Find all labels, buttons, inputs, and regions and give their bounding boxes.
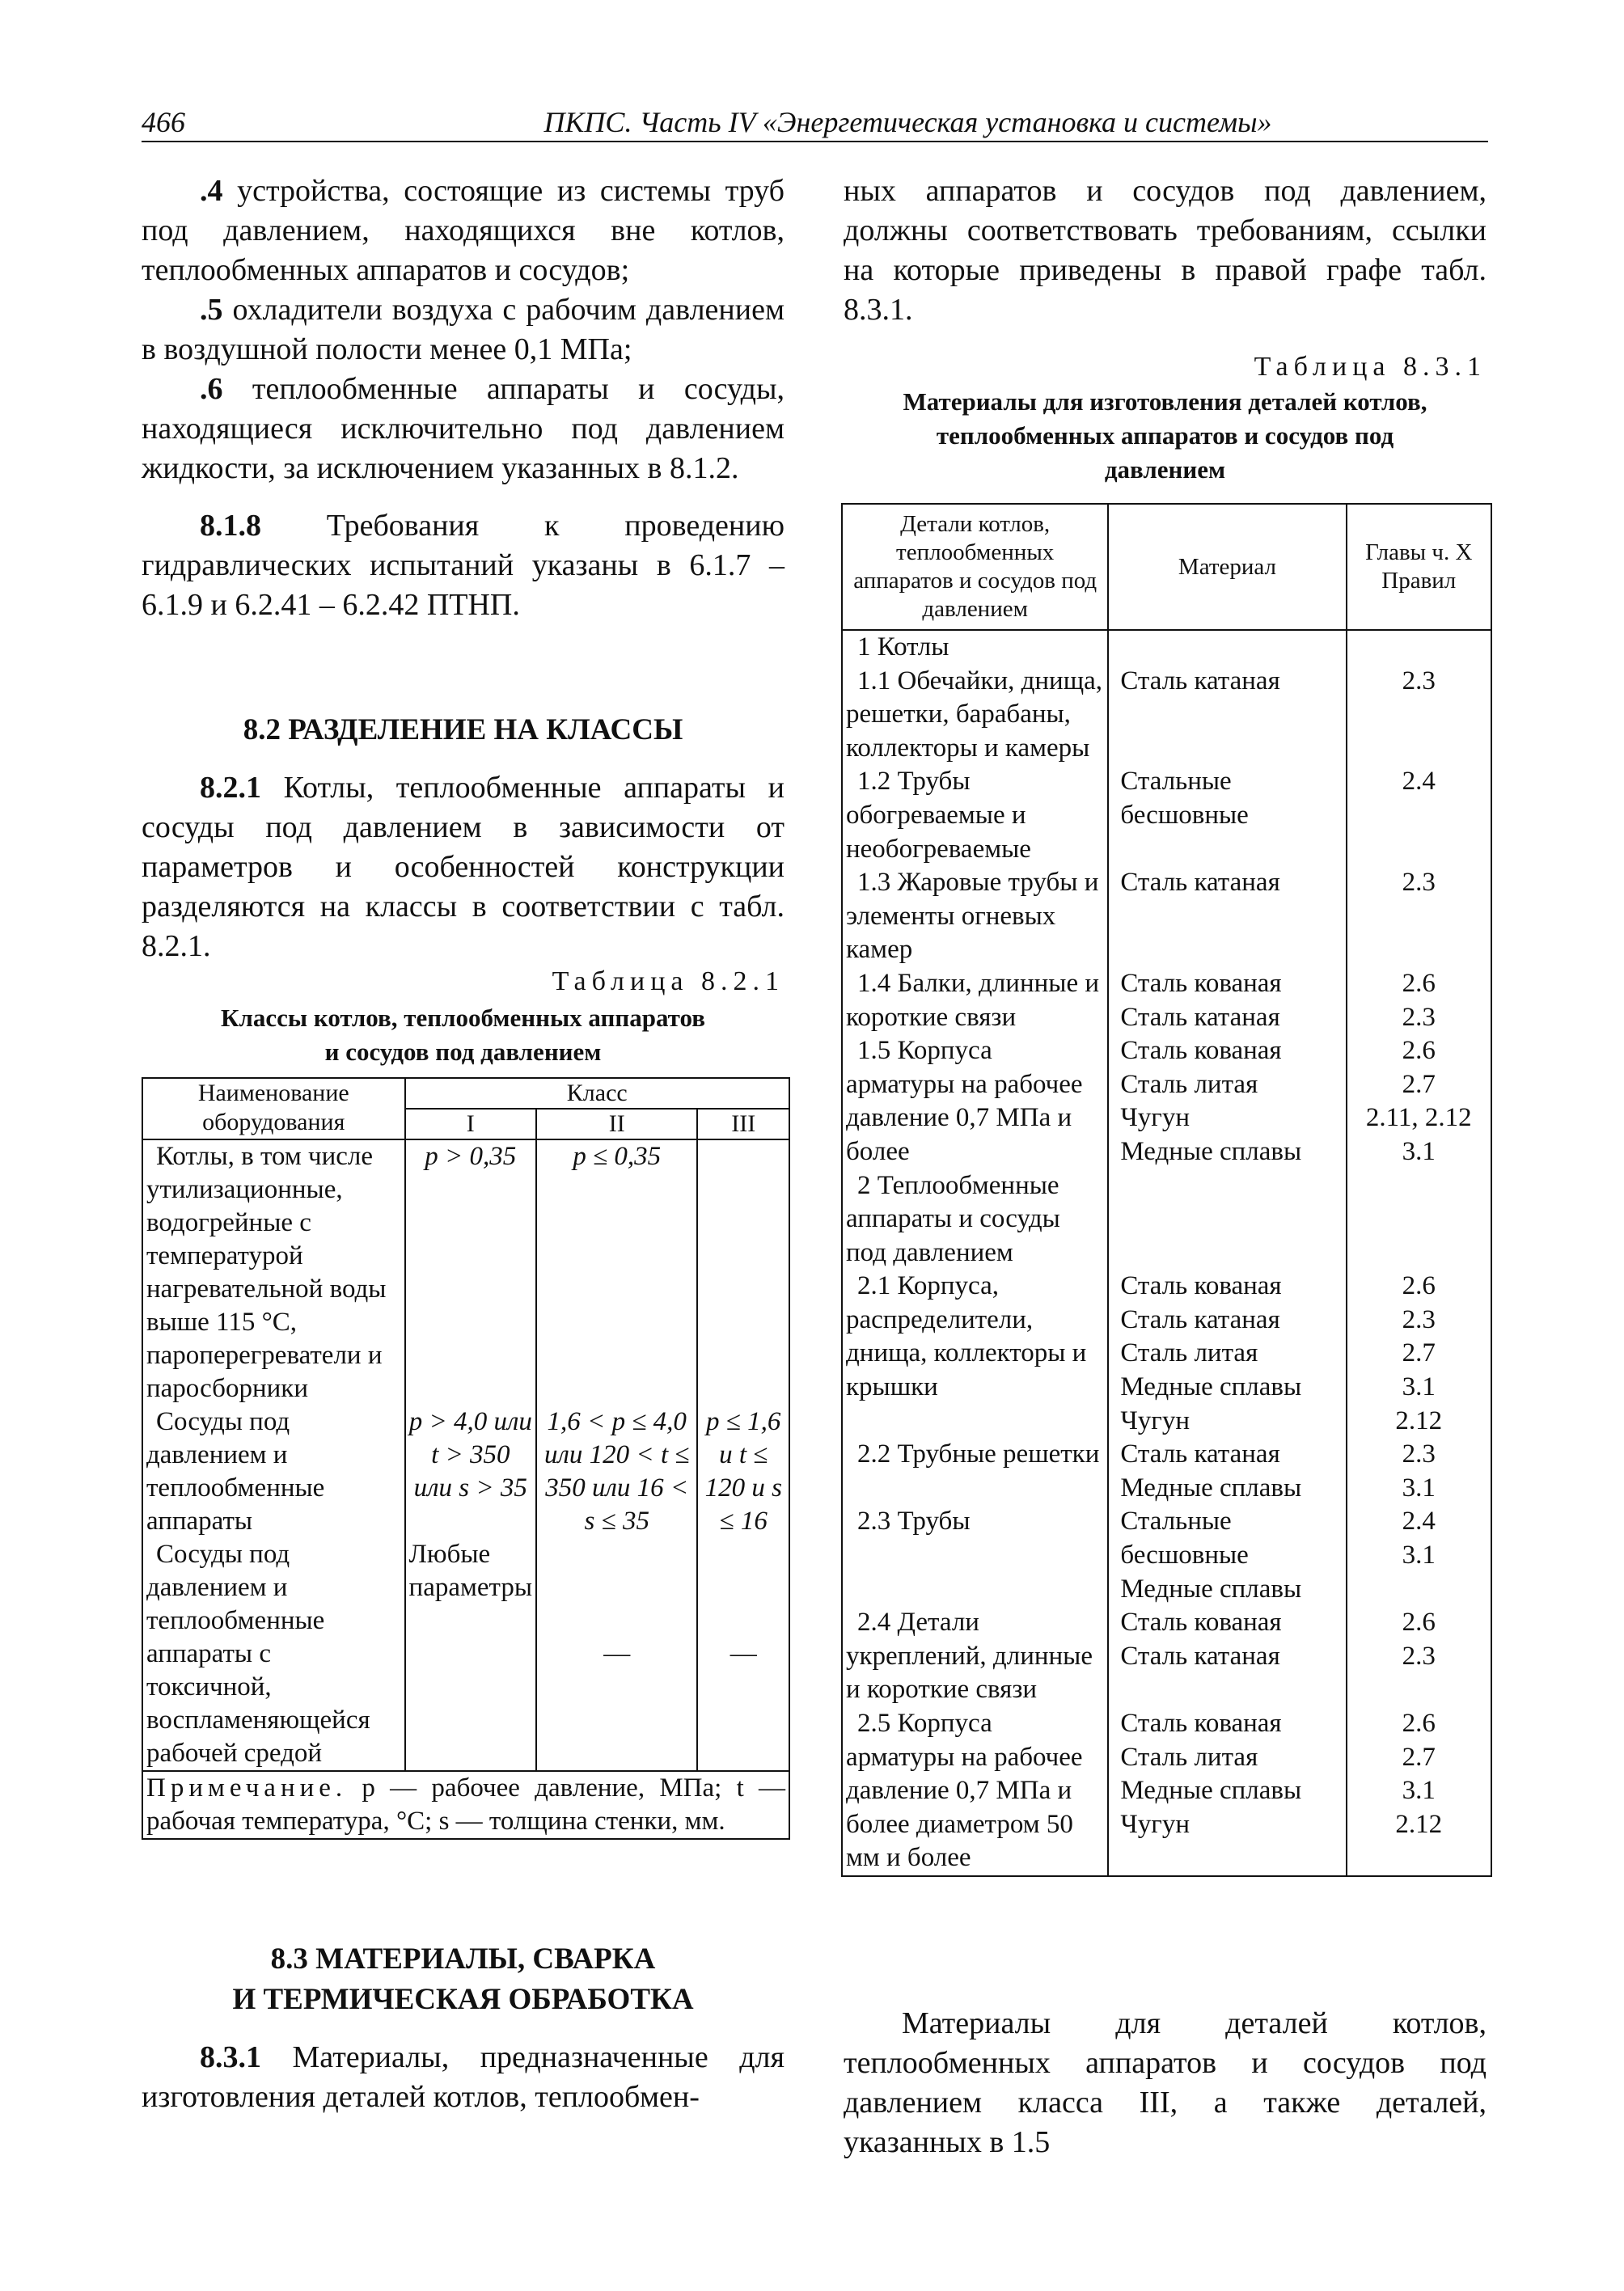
paragraph-continued: ных аппаратов и сосудов под давлением, должны соответствовать требованиям, ссылки на которые приведены в правой графе табл. 8.3.1. xyxy=(844,174,1487,327)
table-8-2-1 xyxy=(142,1077,790,1840)
right-column-intro xyxy=(844,171,1487,330)
table-8-3-1 xyxy=(841,503,1492,1877)
table-8-3-1-caption: Материалы для изготовления деталей котлов, теплообменных аппаратов и сосудов под давлением xyxy=(903,387,1427,484)
material-cell xyxy=(1108,1169,1346,1270)
paragraph-8-1-7-6: .6 теплообменные аппараты и сосуды, находящиеся исключительно под давлением жидкости, за исключением указанных в 8.1.2. xyxy=(142,372,785,485)
part-cell: 2.4 Детали укреплений, длинные и короткие связи xyxy=(842,1606,1108,1707)
material-cell: Сталь кованая Сталь литая Чугун Медные сплавы xyxy=(1108,1034,1346,1169)
col-header-class-1: I xyxy=(405,1109,536,1139)
page-header xyxy=(142,104,1488,142)
col-header-name: Наименование оборудования xyxy=(142,1078,405,1139)
chapter-cell: 2.4 xyxy=(1347,765,1491,866)
material-cell: Стальные бесшовные Медные сплавы xyxy=(1108,1505,1346,1606)
chapter-cell: 2.3 3.1 xyxy=(1347,1438,1491,1505)
chapter-cell xyxy=(1347,630,1491,665)
material-cell: Сталь катаная xyxy=(1108,665,1346,766)
col-header-class-3: III xyxy=(697,1109,789,1139)
table-header-row xyxy=(142,1078,789,1109)
table-8-3-1-number: Таблица 8.3.1 xyxy=(1254,352,1487,382)
material-cell: Сталь катаная Медные сплавы xyxy=(1108,1438,1346,1505)
material-cell: Стальные бесшовные xyxy=(1108,765,1346,866)
table-row xyxy=(842,1505,1491,1606)
table-row: Сосуды под давлением и теплообменные аппараты p > 4,0 или t > 350 или s > 35 1,6 < p ≤ 4,0 или 120 < t ≤ 350 или 16 < s ≤ 35 p ≤ 1,6 и t ≤ 120 и s ≤ 16 xyxy=(142,1405,789,1538)
chapter-cell: 2.6 2.7 2.11, 2.12 3.1 xyxy=(1347,1034,1491,1169)
part-cell: 2.1 Корпуса, распределители, днища, коллекторы и крышки xyxy=(842,1270,1108,1438)
table-row xyxy=(842,1034,1491,1169)
table-note: Примечание. p — рабочее давление, МПа; t — рабочая температура, °С; s — толщина стенки, мм. xyxy=(142,1771,789,1839)
paragraph-8-1-8: 8.1.8 Требования к проведению гидравлических испытаний указаны в 6.1.7 – 6.1.9 и 6.2.41 – 6.2.42 ПТНП. xyxy=(142,509,785,622)
part-cell: 2.5 Корпуса арматуры на рабочее давление 0,7 МПа и более диаметром 50 мм и более xyxy=(842,1707,1108,1876)
part-cell: 1.4 Балки, длинные и короткие связи xyxy=(842,967,1108,1034)
part-cell: 1.1 Обечайки, днища, решетки, барабаны, коллекторы и камеры xyxy=(842,665,1108,766)
table-row xyxy=(842,866,1491,967)
table-row xyxy=(842,630,1491,665)
table-row: Сосуды под давлением и теплообменные аппараты с токсичной, воспламеняющейся рабочей средой Любые параметры — — xyxy=(142,1538,789,1771)
chapter-cell: 2.6 2.3 xyxy=(1347,1606,1491,1707)
table-row xyxy=(842,967,1491,1034)
paragraph-8-3-1: 8.3.1 Материалы, предназначенные для изготовления деталей котлов, теплообмен- xyxy=(142,2040,785,2114)
section-heading-8-2: 8.2 РАЗДЕЛЕНИЕ НА КЛАССЫ xyxy=(243,713,683,746)
table-row xyxy=(842,1270,1491,1438)
chapter-cell: 2.3 xyxy=(1347,866,1491,967)
table-row xyxy=(842,1438,1491,1505)
chapter-cell xyxy=(1347,1169,1491,1270)
paragraph-8-2-1: 8.2.1 Котлы, теплообменные аппараты и сосуды под давлением в зависимости от параметров и особенностей конструкции разделяются на классы в соответствии с табл. 8.2.1. xyxy=(142,771,785,963)
running-title: ПКПС. Часть IV «Энергетическая установка и системы» xyxy=(543,106,1272,138)
page-number: 466 xyxy=(142,106,185,138)
material-cell xyxy=(1108,630,1346,665)
left-column-8-3 xyxy=(142,2038,785,2117)
table-row xyxy=(842,1169,1491,1270)
material-cell: Сталь кованая Сталь катаная xyxy=(1108,1606,1346,1707)
col-header-chapters: Главы ч. X Правил xyxy=(1347,504,1491,630)
table-row xyxy=(842,1606,1491,1707)
table-8-2-1-number: Таблица 8.2.1 xyxy=(552,966,785,996)
table-header-row xyxy=(842,504,1491,630)
part-cell: 1 Котлы xyxy=(842,630,1108,665)
table-row xyxy=(842,765,1491,866)
chapter-cell: 2.6 2.3 2.7 3.1 2.12 xyxy=(1347,1270,1491,1438)
left-column-8-2 xyxy=(142,768,785,966)
col-header-class-2: II xyxy=(536,1109,697,1139)
table-row: Котлы, в том числе утилизационные, водогрейные с температурой нагревательной воды выше 115 °С, пароперегреватели и паросборники p > 0,35 p ≤ 0,35 xyxy=(142,1139,789,1405)
col-header-material: Материал xyxy=(1108,504,1346,630)
col-header-parts: Детали котлов, теплообменных аппаратов и сосудов под давлением xyxy=(842,504,1108,630)
material-cell: Сталь кованая Сталь катаная Сталь литая Медные сплавы Чугун xyxy=(1108,1270,1346,1438)
table-row xyxy=(842,1707,1491,1876)
paragraph-8-1-7-4: .4 устройства, состоящие из системы труб под давлением, находящихся вне котлов, теплообменных аппаратов и сосудов; xyxy=(142,174,785,287)
table-row xyxy=(842,665,1491,766)
table-note-row xyxy=(142,1771,789,1839)
table-8-3-1-body xyxy=(842,630,1491,1876)
paragraph-materials-class-3: Материалы для деталей котлов, теплообменных аппаратов и сосудов под давлением класса III, а также деталей, указанных в 1.5 xyxy=(844,2006,1487,2159)
material-cell: Сталь кованая Сталь катаная xyxy=(1108,967,1346,1034)
part-cell: 1.3 Жаровые трубы и элементы огневых камер xyxy=(842,866,1108,967)
left-column xyxy=(142,171,785,625)
right-column-outro xyxy=(844,2004,1487,2162)
part-cell: 2.3 Трубы xyxy=(842,1505,1108,1606)
chapter-cell: 2.4 3.1 xyxy=(1347,1505,1491,1606)
part-cell: 1.2 Трубы обогреваемые и необогреваемые xyxy=(842,765,1108,866)
part-cell: 2 Теплообменные аппараты и сосуды под давлением xyxy=(842,1169,1108,1270)
section-heading-8-3: 8.3 МАТЕРИАЛЫ, СВАРКА И ТЕРМИЧЕСКАЯ ОБРАБОТКА xyxy=(232,1942,694,2016)
chapter-cell: 2.6 2.7 3.1 2.12 xyxy=(1347,1707,1491,1876)
paragraph-8-1-7-5: .5 охладители воздуха с рабочим давлением в воздушной полости менее 0,1 МПа; xyxy=(142,293,785,366)
chapter-cell: 2.3 xyxy=(1347,665,1491,766)
table-8-2-1-caption: Классы котлов, теплообменных аппаратов и сосудов под давлением xyxy=(221,1004,705,1066)
part-cell: 2.2 Трубные решетки xyxy=(842,1438,1108,1505)
chapter-cell: 2.6 2.3 xyxy=(1347,967,1491,1034)
material-cell: Сталь катаная xyxy=(1108,866,1346,967)
part-cell: 1.5 Корпуса арматуры на рабочее давление 0,7 МПа и более xyxy=(842,1034,1108,1169)
material-cell: Сталь кованая Сталь литая Медные сплавы Чугун xyxy=(1108,1707,1346,1876)
col-header-class: Класс xyxy=(405,1078,789,1109)
